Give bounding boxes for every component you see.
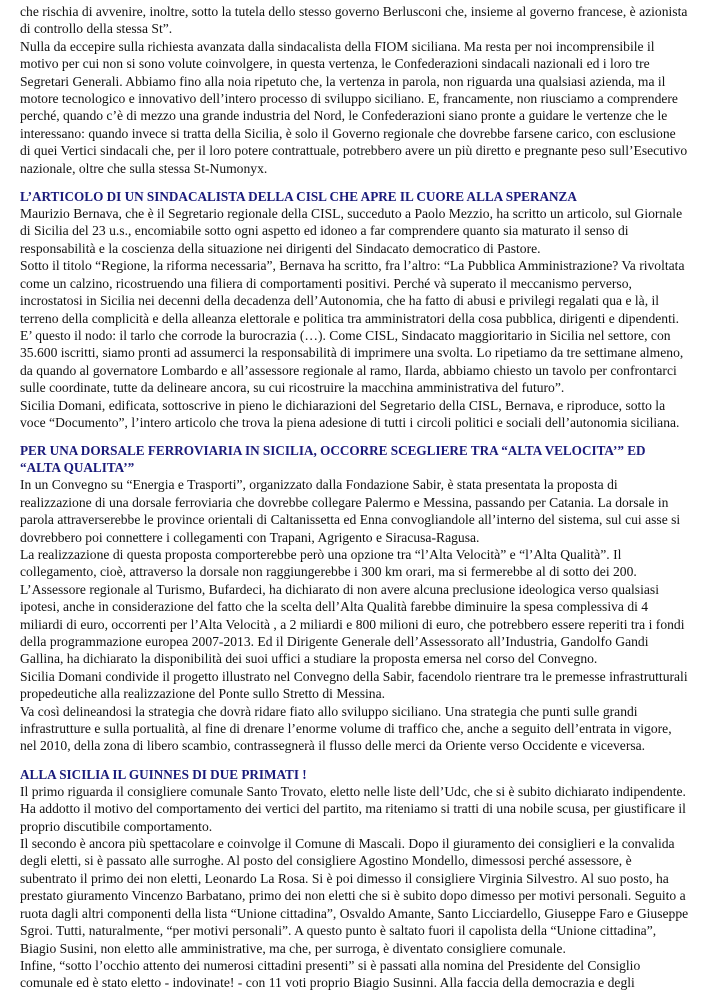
- section-paragraph: La realizzazione di questa proposta comporterebbe però una opzione tra “l’Alta Velocità” e “l’Alta Qualità”. Il collegamento, cioè, attraverso la dorsale non raggiungerebbe i 300 km orari, ma si fermerebbe al di sotto dei 200.: [20, 546, 637, 580]
- section-paragraph: Infine, “sotto l’occhio attento dei numerosi cittadini presenti” si è passati alla nomina del Presidente del Consiglio comunale ed è stato eletto - indovinate! - con 11 voti proprio Biagio Susinni. Alla faccia della democrazia e degli: [20, 957, 641, 991]
- section-paragraph: Sotto il titolo “Regione, la riforma necessaria”, Bernava ha scritto, fra l’altro: “La Pubblica Amministrazione? Va rivoltata come un calzino, ricostruendo una filiera di comportamenti positivi. Perché và superato il meccanismo perverso, incrostatosi in Sicilia nei decenni della decadenza dell’Autonomia, che ha fatto di abusi e privilegi regalati qua e là, il terreno della complicità e della alleanza elettorale e politica tra amministratori della cosa pubblica, dirigenti e dipendenti. E’ questo il nodo: il tarlo che corrode la burocrazia (…). Come CISL, Sindacato maggioritario in Sicilia nel settore, con 35.600 iscritti, siamo pronti ad assumerci la responsabilità di imprimere una svolta. Lo ripetiamo da tre settimane almeno, da quando al governatore Lombardo e all’assessore regionale al ramo, Ilarda, abbiamo chiesto un tavolo per confrontarci sulle coordinate, tutte da delineare ancora, su cui ricostruire la macchina amministrativa del futuro”.: [20, 258, 685, 396]
- article-section-railway: [20, 442, 689, 755]
- section-heading: PER UNA DORSALE FERROVIARIA IN SICILIA, OCCORRE SCEGLIERE TRA “ALTA VELOCITA’” ED “ALTA QUALITA’”: [20, 443, 646, 476]
- section-heading: ALLA SICILIA IL GUINNES DI DUE PRIMATI !: [20, 766, 307, 782]
- section-paragraph: Maurizio Bernava, che è il Segretario regionale della CISL, succeduto a Paolo Mezzio, ha scritto un articolo, sul Giornale di Sicilia del 23 u.s., encomiabile sotto ogni aspetto ed idoneo a far comprendere quanto sia maturato il senso di responsabilità e la coscienza della situazione nei dirigenti del Sindacato democratico di Pastore.: [20, 206, 683, 256]
- section-paragraph: Il primo riguarda il consigliere comunale Santo Trovato, eletto nelle liste dell’Udc, che si è subito dichiarato indipendente. Ha addotto il motivo del comportamento dei vertici del partito, ma riteniamo si tratti di una nobile scusa, per giustificare il proprio discutibile comportamento.: [20, 783, 686, 834]
- section-paragraph: Sicilia Domani, edificata, sottoscrive in pieno le dichiarazioni del Segretario della CISL, Bernava, e riproduce, sotto la voce “Documento”, l’intero articolo che trova la piena adesione di tutti i circoli politici e sociali dell’autonomia siciliana.: [20, 397, 680, 430]
- article-section-guinness: [20, 766, 689, 992]
- section-paragraph: In un Convegno su “Energia e Trasporti”, organizzato dalla Fondazione Sabir, è stata presentata la proposta di realizzazione di una dorsale ferroviaria che dovrebbe collegare Palermo e Messina, passando per Catania. La dorsale in parola attraverserebbe le province orientali di Caltanissetta ed Enna convogliandole all’interno del sistema, sul cui asse si dovrebbero poi connettere i collegamenti con Trapani, Agrigento e Siracusa-Ragusa.: [20, 477, 681, 545]
- section-paragraph: Sicilia Domani condivide il progetto illustrato nel Convegno della Sabir, facendolo rientrare tra le premesse infrastrutturali propedeutiche alla realizzazione del Ponte sullo Stretto di Messina.: [20, 668, 688, 702]
- intro-paragraph: che rischia di avvenire, inoltre, sotto la tutela dello stesso governo Berlusconi che, insieme al governo francese, è azionista di controllo della stessa St”.: [20, 4, 688, 37]
- section-paragraph: Va così delineandosi la strategia che dovrà ridare fiato allo sviluppo siciliano. Una strategia che punti sulle grandi infrastrutture e sulla portualità, al fine di drenare l’enorme volume di traffico che, anche a seguito dell’entrata in vigore, nel 2010, della zona di libero scambio, contrassegnerà il flusso delle merci da Oriente verso Occidente e viceversa.: [20, 703, 672, 754]
- section-heading: L’ARTICOLO DI UN SINDACALISTA DELLA CISL CHE APRE IL CUORE ALLA SPERANZA: [20, 189, 577, 205]
- intro-block: [20, 3, 689, 177]
- article-section-cisl: [20, 188, 689, 431]
- section-paragraph: Il secondo è ancora più spettacolare e coinvolge il Comune di Mascali. Dopo il giuramento dei consiglieri e la convalida degli eletti, si è passato alle surroghe. Al posto del consigliere Agostino Mondello, dimessosi perché assessore, è subentrato il primo dei non eletti, Leonardo La Rosa. Si è poi dimesso il consigliere Virginia Silvestro. Al suo posto, ha prestato giuramento Vincenzo Barbatano, primo dei non eletti che si è subito dopo dimesso per motivi personali. Seguito a ruota dagli altri componenti della lista “Unione cittadina”, Osvaldo Amante, Santo Licciardello, Giuseppe Faro e Giuseppe Sgroi. Tutti, naturalmente, “per motivi personali”. A questo punto è saltato fuori il capolista della “Unione cittadina”, Biagio Susini, non eletto alle amministrative, ma che, per surroga, è diventato consigliere comunale.: [20, 836, 689, 956]
- section-paragraph: L’Assessore regionale al Turismo, Bufardeci, ha dichiarato di non avere alcuna preclusione ideologica verso qualsiasi ipotesi, anche in considerazione del fatto che la scelta dell’Alta Qualità farebbe diminuire la spesa complessiva di 4 miliardi di euro, occorrenti per l’Alta Velocità , a 2 miliardi e 800 milioni di euro, che potrebbero essere reperiti tra i fondi della programmazione europea 2007-2013. Ed il Dirigente Generale dell’Assessorato all’Industria, Gandolfo Gandi Gallina, ha dichiarato la disponibilità dei suoi uffici a studiare la proposta emersa nel corso del Convegno.: [20, 581, 685, 667]
- intro-paragraph: Nulla da eccepire sulla richiesta avanzata dalla sindacalista della FIOM siciliana. Ma resta per noi incomprensibile il motivo per cui non si sono volute coinvolgere, in questa vertenza, le Confederazioni sindacali nazionali ed i loro tre Segretari Generali. Abbiamo fino alla noia ripetuto che, la vertenza in parola, non riguarda una qualsiasi azienda, ma il motore tecnologico e innovativo dell’intero processo di sviluppo siciliano. E, francamente, non riusciamo a comprendere perché, quando c’è di mezzo una grande industria del Nord, le Confederazioni siano pronte a guidare le vertenze che le interessano: quando invece si tratta della Sicilia, è solo il Governo regionale che dovrebbe farsene carico, con esclusione di quei Vertici sindacali che, per il loro potere contrattuale, potrebbero avere un più diretto e pregnante peso sull’Esecutivo nazionale, oltre che sulla stessa St-Numonyx.: [20, 38, 688, 176]
